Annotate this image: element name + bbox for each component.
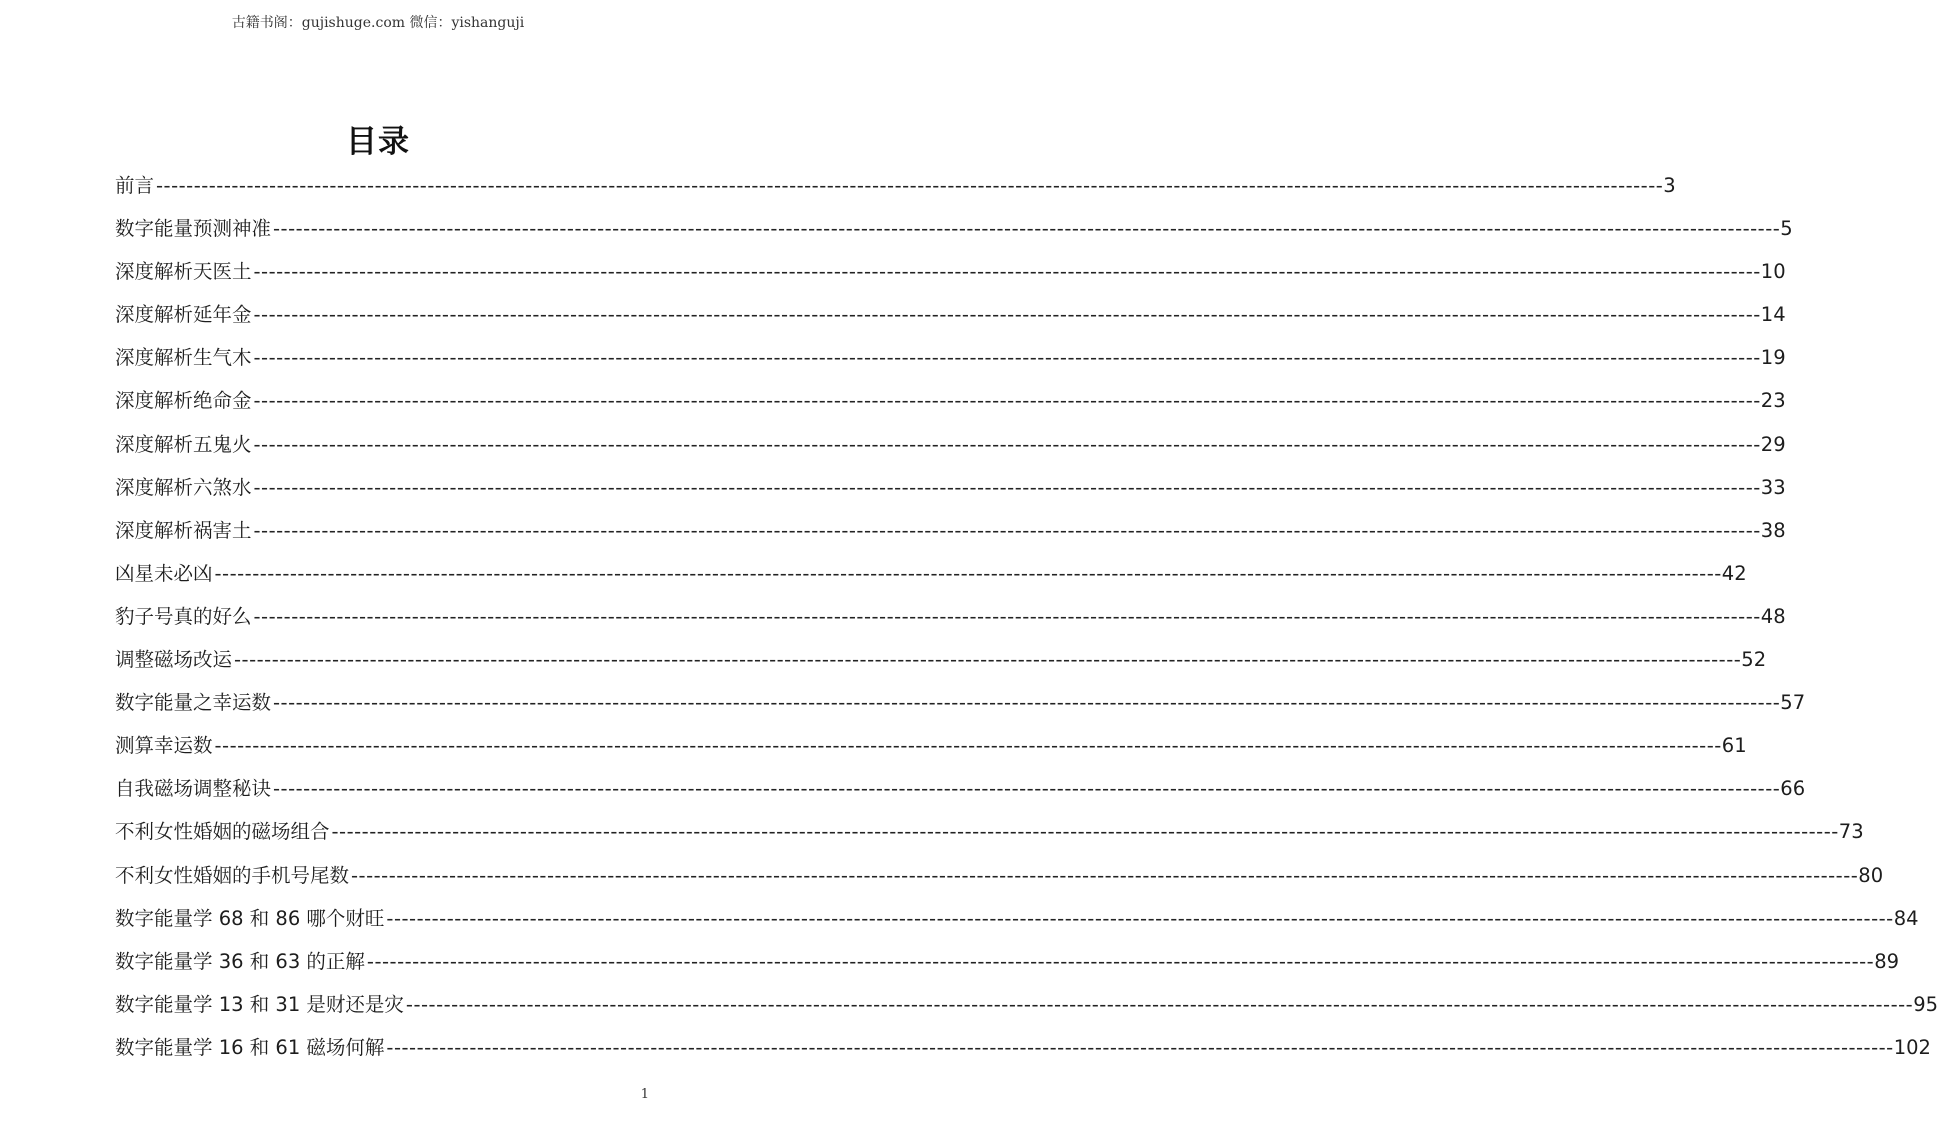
toc-entry[interactable]	[115, 946, 1900, 989]
toc-entry-title: 测算幸运数	[115, 734, 213, 758]
toc-entry-page-number: 5	[1780, 217, 1793, 241]
toc-entry[interactable]	[115, 170, 1676, 213]
toc-entry-title: 不利女性婚姻的磁场组合	[115, 820, 330, 844]
toc-entry-title: 不利女性婚姻的手机号尾数	[115, 863, 350, 887]
toc-entry[interactable]	[115, 385, 1786, 428]
toc-dash-leader: --------------------------------------------------------------------------------------------------------------------------------------------------------------------------------------------------------	[253, 518, 1761, 542]
toc-entry[interactable]	[115, 213, 1793, 256]
toc-entry-title: 豹子号真的好么	[115, 604, 252, 628]
toc-dash-leader: --------------------------------------------------------------------------------------------------------------------------------------------------------------------------------------------------------	[234, 648, 1742, 672]
toc-entry-page-number: 38	[1760, 518, 1786, 542]
toc-entry[interactable]	[115, 989, 1938, 1032]
toc-entry[interactable]	[115, 1032, 1931, 1075]
toc-dash-leader: --------------------------------------------------------------------------------------------------------------------------------------------------------------------------------------------------------	[273, 691, 1781, 715]
toc-entry-page-number: 80	[1858, 863, 1884, 887]
toc-dash-leader: --------------------------------------------------------------------------------------------------------------------------------------------------------------------------------------------------------	[386, 906, 1894, 930]
toc-dash-leader: --------------------------------------------------------------------------------------------------------------------------------------------------------------------------------------------------------	[273, 777, 1781, 801]
toc-entry[interactable]	[115, 903, 1919, 946]
toc-entry-title: 数字能量之幸运数	[115, 691, 272, 715]
toc-dash-leader: --------------------------------------------------------------------------------------------------------------------------------------------------------------------------------------------------------	[253, 604, 1761, 628]
toc-entry-title: 深度解析祸害土	[115, 518, 252, 542]
toc-entry-page-number: 19	[1760, 346, 1786, 370]
toc-entry-page-number: 66	[1780, 777, 1806, 801]
toc-entry-title: 数字能量学 36 和 63 的正解	[115, 949, 365, 973]
toc-entry[interactable]	[115, 472, 1786, 515]
toc-entry[interactable]	[115, 299, 1786, 342]
toc-dash-leader: --------------------------------------------------------------------------------------------------------------------------------------------------------------------------------------------------------	[253, 432, 1761, 456]
table-of-contents	[115, 170, 1938, 1075]
toc-entry-title: 深度解析绝命金	[115, 389, 252, 413]
toc-dash-leader: --------------------------------------------------------------------------------------------------------------------------------------------------------------------------------------------------------	[273, 217, 1781, 241]
toc-dash-leader: --------------------------------------------------------------------------------------------------------------------------------------------------------------------------------------------------------	[331, 820, 1839, 844]
toc-dash-leader: --------------------------------------------------------------------------------------------------------------------------------------------------------------------------------------------------------	[386, 1035, 1894, 1059]
toc-entry-page-number: 23	[1760, 389, 1786, 413]
toc-dash-leader: --------------------------------------------------------------------------------------------------------------------------------------------------------------------------------------------------------	[366, 949, 1875, 973]
page-title: 目录	[346, 124, 410, 160]
toc-entry-title: 前言	[115, 174, 155, 197]
toc-dash-leader: --------------------------------------------------------------------------------------------------------------------------------------------------------------------------------------------------------	[405, 992, 1914, 1016]
toc-entry-page-number: 73	[1838, 820, 1864, 844]
site-watermark-header: 古籍书阁：gujishuge.com 微信：yishanguji	[231, 15, 525, 31]
toc-entry-title: 数字能量预测神准	[115, 217, 272, 241]
toc-entry-page-number: 10	[1760, 260, 1786, 284]
toc-entry-page-number: 3	[1663, 174, 1676, 197]
toc-entry-page-number: 84	[1893, 906, 1919, 930]
toc-entry[interactable]	[115, 558, 1747, 601]
toc-dash-leader: --------------------------------------------------------------------------------------------------------------------------------------------------------------------------------------------------------	[253, 346, 1761, 370]
toc-dash-leader: --------------------------------------------------------------------------------------------------------------------------------------------------------------------------------------------------------	[253, 303, 1761, 327]
toc-dash-leader: --------------------------------------------------------------------------------------------------------------------------------------------------------------------------------------------------------	[253, 260, 1761, 284]
toc-entry-title: 凶星未必凶	[115, 561, 213, 585]
page-number: 1	[640, 1087, 649, 1102]
toc-entry[interactable]	[115, 515, 1786, 558]
toc-entry-title: 深度解析生气木	[115, 346, 252, 370]
toc-entry-page-number: 57	[1780, 691, 1806, 715]
toc-entry[interactable]	[115, 644, 1767, 687]
toc-entry-title: 数字能量学 16 和 61 磁场何解	[115, 1035, 385, 1059]
toc-entry-title: 调整磁场改运	[115, 648, 233, 672]
toc-entry-page-number: 29	[1760, 432, 1786, 456]
toc-dash-leader: --------------------------------------------------------------------------------------------------------------------------------------------------------------------------------------------------------	[214, 561, 1722, 585]
toc-entry[interactable]	[115, 860, 1884, 903]
toc-entry[interactable]	[115, 730, 1747, 773]
toc-entry[interactable]	[115, 256, 1786, 299]
toc-entry-title: 自我磁场调整秘诀	[115, 777, 272, 801]
toc-entry[interactable]	[115, 601, 1786, 644]
toc-entry-page-number: 95	[1913, 992, 1938, 1016]
toc-dash-leader: --------------------------------------------------------------------------------------------------------------------------------------------------------------------------------------------------------	[214, 734, 1722, 758]
toc-entry-page-number: 42	[1721, 561, 1747, 585]
toc-entry-title: 深度解析天医土	[115, 260, 252, 284]
toc-entry-title: 深度解析延年金	[115, 303, 252, 327]
toc-dash-leader: --------------------------------------------------------------------------------------------------------------------------------------------------------------------------------------------------------	[351, 863, 1859, 887]
toc-dash-leader: --------------------------------------------------------------------------------------------------------------------------------------------------------------------------------------------------------	[253, 389, 1761, 413]
toc-entry[interactable]	[115, 816, 1864, 859]
toc-entry-title: 数字能量学 68 和 86 哪个财旺	[115, 906, 385, 930]
toc-entry-title: 数字能量学 13 和 31 是财还是灾	[115, 992, 404, 1016]
toc-entry-page-number: 52	[1741, 648, 1767, 672]
toc-entry-page-number: 14	[1760, 303, 1786, 327]
toc-entry-page-number: 48	[1760, 604, 1786, 628]
toc-entry[interactable]	[115, 687, 1806, 730]
toc-dash-leader: --------------------------------------------------------------------------------------------------------------------------------------------------------------------------------------------------------	[156, 174, 1664, 197]
toc-entry[interactable]	[115, 342, 1786, 385]
toc-entry-page-number: 89	[1874, 949, 1900, 973]
toc-entry-title: 深度解析六煞水	[115, 475, 252, 499]
toc-dash-leader: --------------------------------------------------------------------------------------------------------------------------------------------------------------------------------------------------------	[253, 475, 1761, 499]
toc-entry-page-number: 61	[1721, 734, 1747, 758]
toc-entry-page-number: 33	[1760, 475, 1786, 499]
toc-entry-page-number: 102	[1893, 1035, 1931, 1059]
toc-entry[interactable]	[115, 773, 1806, 816]
toc-entry-title: 深度解析五鬼火	[115, 432, 252, 456]
toc-entry[interactable]	[115, 429, 1786, 472]
